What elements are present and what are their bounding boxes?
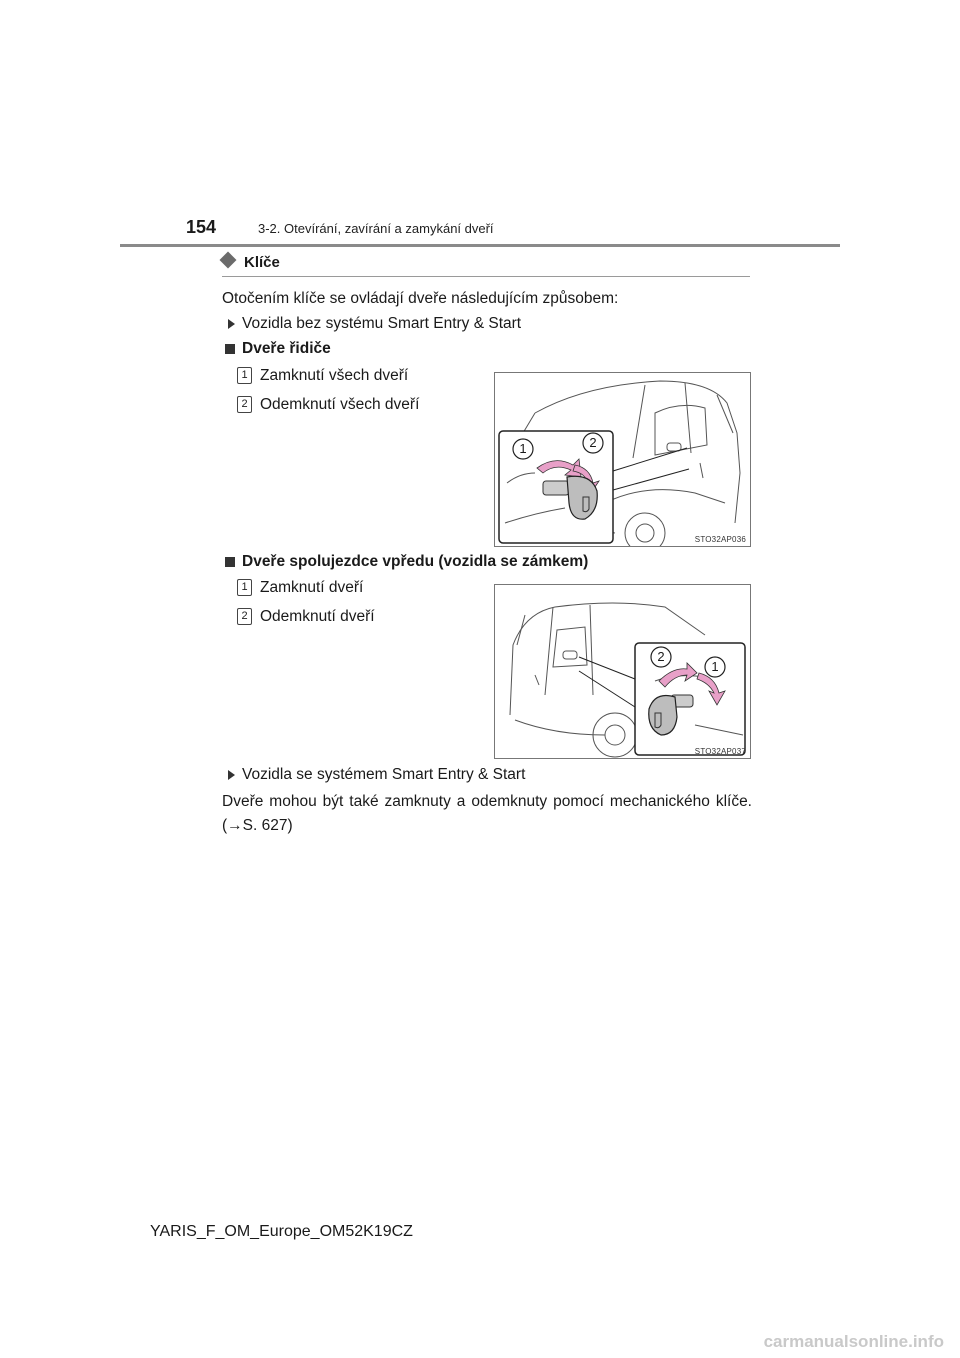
subheading-with-smart-entry: Vozidla se systémem Smart Entry & Start bbox=[242, 766, 526, 783]
car-key-illustration bbox=[495, 373, 750, 546]
callout-number: 2 bbox=[657, 649, 665, 664]
heading-rule bbox=[222, 276, 750, 277]
subheading-without-smart-entry: Vozidla bez systému Smart Entry & Start bbox=[242, 315, 522, 332]
square-bullet-icon bbox=[225, 557, 235, 567]
passenger-door-title: Dveře spolujezdce vpředu (vozidla se zámkem) bbox=[242, 553, 589, 570]
heading: Klíče bbox=[244, 254, 280, 271]
driver-unlock-label: Odemknutí všech dveří bbox=[260, 396, 420, 413]
passenger-unlock-label: Odemknutí dveří bbox=[260, 608, 375, 625]
figure-code: STO32AP036 bbox=[694, 535, 746, 544]
figure-code: STO32AP037 bbox=[694, 747, 746, 756]
triangle-bullet-icon bbox=[228, 319, 235, 329]
section-title: 3-2. Otevírání, zavírání a zamykání dveří bbox=[258, 221, 494, 236]
document-code: YARIS_F_OM_Europe_OM52K19CZ bbox=[150, 1223, 413, 1240]
driver-door-figure bbox=[494, 372, 751, 547]
callout-number: 1 bbox=[711, 659, 719, 674]
driver-lock-label: Zamknutí všech dveří bbox=[260, 367, 409, 384]
step-number: 1 bbox=[237, 367, 252, 384]
driver-door-title: Dveře řidiče bbox=[242, 340, 331, 357]
step-number: 2 bbox=[237, 396, 252, 413]
diamond-icon bbox=[220, 252, 237, 269]
step-number: 1 bbox=[237, 579, 252, 596]
closing-paragraph: Dveře mohou být také zamknuty a odemknuty pomocí mechanického klíče. (→S. 627) bbox=[222, 793, 752, 834]
square-bullet-icon bbox=[225, 344, 235, 354]
watermark: carmanualsonline.info bbox=[763, 1332, 944, 1351]
step-number: 2 bbox=[237, 608, 252, 625]
triangle-bullet-icon bbox=[228, 770, 235, 780]
page-number: 154 bbox=[186, 217, 217, 237]
passenger-door-figure bbox=[494, 584, 751, 759]
intro-text: Otočením klíče se ovládají dveře následujícím způsobem: bbox=[222, 290, 619, 307]
passenger-lock-label: Zamknutí dveří bbox=[260, 579, 364, 596]
callout-number: 1 bbox=[519, 441, 527, 456]
callout-number: 2 bbox=[589, 435, 597, 450]
header-rule bbox=[120, 244, 840, 247]
